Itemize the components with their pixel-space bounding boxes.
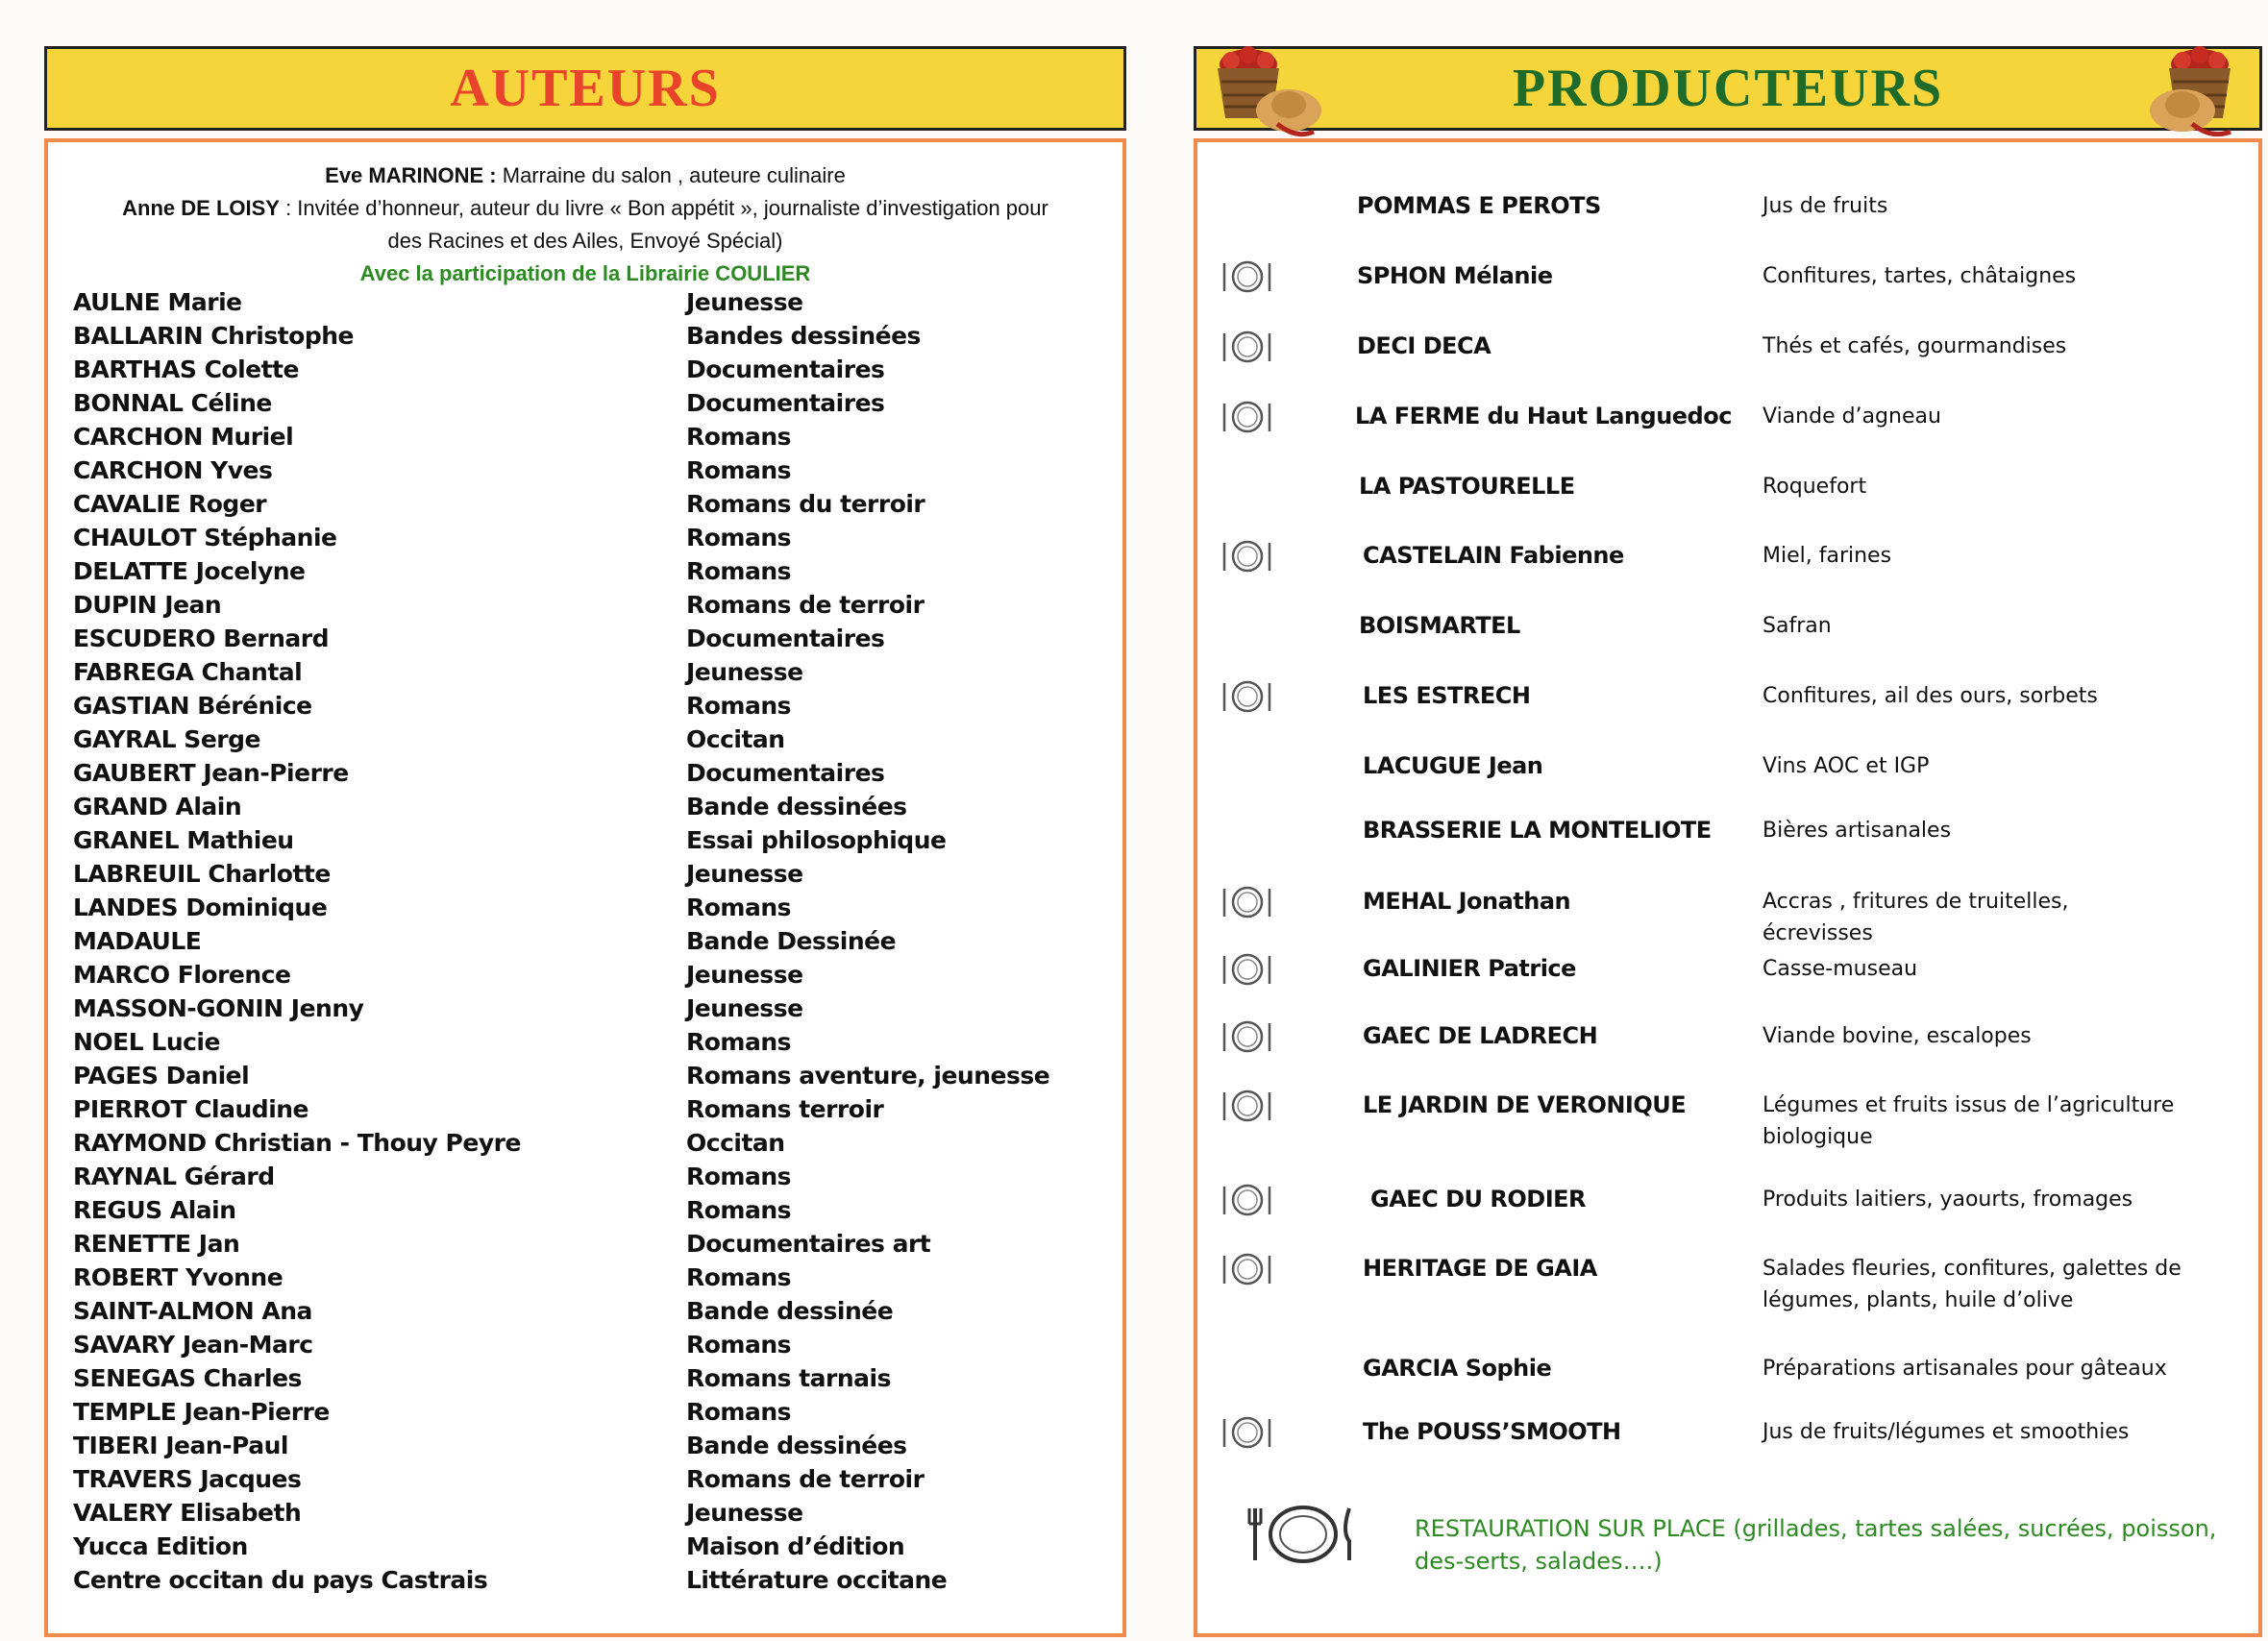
author-genre: Documentaires bbox=[686, 389, 885, 417]
author-genre: Romans aventure, jeunesse bbox=[686, 1062, 1050, 1090]
author-name: GAUBERT Jean-Pierre bbox=[73, 759, 349, 787]
producer-description: Viande bovine, escalopes bbox=[1763, 1024, 2032, 1048]
plate-icon bbox=[1219, 401, 1274, 433]
author-genre: Bande dessinées bbox=[686, 1432, 907, 1459]
auteurs-title: AUTEURS bbox=[450, 59, 721, 118]
author-genre: Romans bbox=[686, 456, 792, 484]
author-name: LANDES Dominique bbox=[73, 894, 328, 921]
author-name: MARCO Florence bbox=[73, 961, 291, 989]
author-name: DELATTE Jocelyne bbox=[73, 557, 306, 585]
author-genre: Jeunesse bbox=[686, 658, 803, 686]
author-genre: Romans bbox=[686, 1331, 792, 1359]
author-name: LABREUIL Charlotte bbox=[73, 860, 331, 888]
author-name: GAYRAL Serge bbox=[73, 725, 260, 753]
author-genre: Documentaires bbox=[686, 625, 885, 652]
author-name: MADAULE bbox=[73, 927, 202, 955]
author-name: RENETTE Jan bbox=[73, 1230, 240, 1258]
author-name: DUPIN Jean bbox=[73, 591, 222, 619]
author-name: Yucca Edition bbox=[73, 1532, 248, 1560]
author-name: AULNE Marie bbox=[73, 288, 242, 316]
producer-description: Safran bbox=[1763, 614, 1832, 638]
producer-description: Vins AOC et IGP bbox=[1763, 754, 1930, 778]
plate-icon bbox=[1219, 1090, 1274, 1122]
producer-name: LE JARDIN DE VERONIQUE bbox=[1363, 1091, 1687, 1118]
author-genre: Essai philosophique bbox=[686, 826, 947, 854]
plate-icon bbox=[1219, 886, 1274, 918]
producer-description: Accras , fritures de truitelles, écrevisses bbox=[1763, 890, 2069, 945]
producer-description: Jus de fruits/légumes et smoothies bbox=[1763, 1420, 2130, 1444]
author-genre: Documentaires bbox=[686, 759, 885, 787]
auteurs-title-bar bbox=[44, 46, 1126, 131]
author-name: GASTIAN Bérénice bbox=[73, 692, 312, 720]
participation-line: Avec la participation de la Librairie COULIER bbox=[359, 261, 811, 285]
producer-description: Jus de fruits bbox=[1763, 194, 1888, 218]
fruit-basket-icon bbox=[2144, 43, 2259, 149]
producer-name: GALINIER Patrice bbox=[1363, 955, 1576, 982]
author-genre: Romans bbox=[686, 1028, 792, 1056]
author-name: FABREGA Chantal bbox=[73, 658, 303, 686]
restauration-note: RESTAURATION SUR PLACE (grillades, tartes salées, sucrées, poisson, des-serts, salades….) bbox=[1415, 1515, 2217, 1575]
author-name: VALERY Elisabeth bbox=[73, 1499, 302, 1527]
author-genre: Romans bbox=[686, 423, 792, 451]
author-name: REGUS Alain bbox=[73, 1196, 236, 1224]
author-genre: Romans bbox=[686, 1398, 792, 1426]
author-name: RAYMOND Christian - Thouy Peyre bbox=[73, 1129, 521, 1157]
producer-description: Confitures, ail des ours, sorbets bbox=[1763, 684, 2098, 708]
author-genre: Maison d’édition bbox=[686, 1532, 905, 1560]
author-name: CAVALIE Roger bbox=[73, 490, 267, 518]
author-genre: Romans tarnais bbox=[686, 1364, 891, 1392]
author-genre: Romans bbox=[686, 894, 792, 921]
auteurs-panel bbox=[44, 138, 1126, 1637]
author-name: ESCUDERO Bernard bbox=[73, 625, 329, 652]
producer-description: Légumes et fruits issus de l’agriculture biologique bbox=[1763, 1093, 2175, 1149]
producer-name: LES ESTRECH bbox=[1363, 682, 1531, 709]
author-name: PAGES Daniel bbox=[73, 1062, 250, 1090]
author-genre: Romans bbox=[686, 1196, 792, 1224]
author-name: Centre occitan du pays Castrais bbox=[73, 1566, 488, 1594]
author-genre: Romans bbox=[686, 1263, 792, 1291]
producer-name: BOISMARTEL bbox=[1359, 612, 1520, 639]
author-name: TEMPLE Jean-Pierre bbox=[73, 1398, 330, 1426]
author-genre: Romans bbox=[686, 524, 792, 551]
plate-icon bbox=[1219, 540, 1274, 573]
producteurs-panel bbox=[1194, 138, 2262, 1637]
producer-description: Produits laitiers, yaourts, fromages bbox=[1763, 1188, 2133, 1212]
producteurs-title-bar bbox=[1194, 46, 2262, 131]
author-genre: Romans bbox=[686, 1163, 792, 1190]
author-genre: Bande dessinées bbox=[686, 793, 907, 820]
marraine-name: Eve MARINONE : bbox=[325, 163, 497, 187]
author-name: SAINT-ALMON Ana bbox=[73, 1297, 312, 1325]
author-genre: Bandes dessinées bbox=[686, 322, 921, 350]
author-genre: Littérature occitane bbox=[686, 1566, 948, 1594]
author-genre: Jeunesse bbox=[686, 961, 803, 989]
fruit-basket-icon bbox=[1210, 43, 1325, 149]
author-name: NOEL Lucie bbox=[73, 1028, 220, 1056]
producer-name: BRASSERIE LA MONTELIOTE bbox=[1363, 817, 1712, 844]
marraine-line bbox=[48, 159, 1122, 192]
producer-name: DECI DECA bbox=[1357, 332, 1491, 359]
author-genre: Documentaires art bbox=[686, 1230, 931, 1258]
producer-name: SPHON Mélanie bbox=[1357, 262, 1553, 289]
author-name: BARTHAS Colette bbox=[73, 355, 299, 383]
producer-description: Préparations artisanales pour gâteaux bbox=[1763, 1357, 2167, 1381]
invitee-line bbox=[48, 192, 1122, 225]
plate-icon bbox=[1219, 1253, 1274, 1286]
author-name: TIBERI Jean-Paul bbox=[73, 1432, 288, 1459]
plate-icon bbox=[1219, 331, 1274, 363]
author-name: CARCHON Yves bbox=[73, 456, 273, 484]
author-genre: Jeunesse bbox=[686, 1499, 803, 1527]
producer-description: Bières artisanales bbox=[1763, 819, 1952, 843]
author-genre: Romans bbox=[686, 692, 792, 720]
plate-icon bbox=[1219, 953, 1274, 986]
producer-name: GARCIA Sophie bbox=[1363, 1355, 1552, 1382]
author-name: SENEGAS Charles bbox=[73, 1364, 302, 1392]
author-name: BONNAL Céline bbox=[73, 389, 272, 417]
producer-name: HERITAGE DE GAIA bbox=[1363, 1255, 1597, 1282]
plate-icon bbox=[1219, 1184, 1274, 1216]
producer-description: Roquefort bbox=[1763, 475, 1867, 499]
author-genre: Jeunesse bbox=[686, 994, 803, 1022]
producer-name: The POUSS’SMOOTH bbox=[1363, 1418, 1621, 1445]
producteurs-title: PRODUCTEURS bbox=[1512, 59, 1944, 118]
author-genre: Occitan bbox=[686, 725, 785, 753]
author-genre: Jeunesse bbox=[686, 288, 803, 316]
author-name: GRANEL Mathieu bbox=[73, 826, 294, 854]
producer-name: GAEC DE LADRECH bbox=[1363, 1022, 1598, 1049]
producer-name: LA FERME du Haut Languedoc bbox=[1355, 403, 1732, 429]
plate-icon bbox=[1219, 260, 1274, 293]
author-genre: Bande Dessinée bbox=[686, 927, 897, 955]
invitee-role: : Invitée d’honneur, auteur du livre « Bon appétit », journaliste d’investigation pour bbox=[279, 196, 1048, 220]
author-genre: Romans bbox=[686, 557, 792, 585]
author-name: CHAULOT Stéphanie bbox=[73, 524, 337, 551]
author-name: ROBERT Yvonne bbox=[73, 1263, 284, 1291]
producer-name: MEHAL Jonathan bbox=[1363, 888, 1571, 915]
author-genre: Occitan bbox=[686, 1129, 785, 1157]
author-name: SAVARY Jean-Marc bbox=[73, 1331, 313, 1359]
author-name: BALLARIN Christophe bbox=[73, 322, 354, 350]
producer-description: Viande d’agneau bbox=[1763, 404, 1941, 429]
marraine-role: Marraine du salon , auteure culinaire bbox=[496, 163, 846, 187]
author-name: CARCHON Muriel bbox=[73, 423, 294, 451]
plate-cutlery-icon bbox=[1245, 1503, 1361, 1566]
author-genre: Romans de terroir bbox=[686, 591, 924, 619]
author-name: GRAND Alain bbox=[73, 793, 242, 820]
plate-icon bbox=[1219, 1020, 1274, 1053]
author-name: RAYNAL Gérard bbox=[73, 1163, 275, 1190]
producer-name: LA PASTOURELLE bbox=[1359, 473, 1575, 500]
producer-name: CASTELAIN Fabienne bbox=[1363, 542, 1624, 569]
invitee-line-2: des Racines et des Ailes, Envoyé Spécial) bbox=[387, 229, 783, 253]
author-genre: Jeunesse bbox=[686, 860, 803, 888]
producer-name: GAEC DU RODIER bbox=[1370, 1186, 1587, 1212]
author-name: MASSON-GONIN Jenny bbox=[73, 994, 364, 1022]
producer-name: LACUGUE Jean bbox=[1363, 752, 1543, 779]
producer-description: Confitures, tartes, châtaignes bbox=[1763, 264, 2077, 288]
invitee-name: Anne DE LOISY bbox=[122, 196, 280, 220]
author-genre: Romans de terroir bbox=[686, 1465, 924, 1493]
author-name: TRAVERS Jacques bbox=[73, 1465, 302, 1493]
producer-description: Casse-museau bbox=[1763, 957, 1918, 981]
author-genre: Documentaires bbox=[686, 355, 885, 383]
author-genre: Bande dessinée bbox=[686, 1297, 894, 1325]
plate-icon bbox=[1219, 1416, 1274, 1449]
author-genre: Romans du terroir bbox=[686, 490, 925, 518]
producer-name: POMMAS E PEROTS bbox=[1357, 192, 1601, 219]
producer-description: Thés et cafés, gourmandises bbox=[1763, 334, 2067, 358]
author-name: PIERROT Claudine bbox=[73, 1095, 309, 1123]
producer-description: Miel, farines bbox=[1763, 544, 1892, 568]
author-genre: Romans terroir bbox=[686, 1095, 884, 1123]
producer-description: Salades fleuries, confitures, galettes de légumes, plants, huile d’olive bbox=[1763, 1257, 2182, 1312]
plate-icon bbox=[1219, 680, 1274, 713]
